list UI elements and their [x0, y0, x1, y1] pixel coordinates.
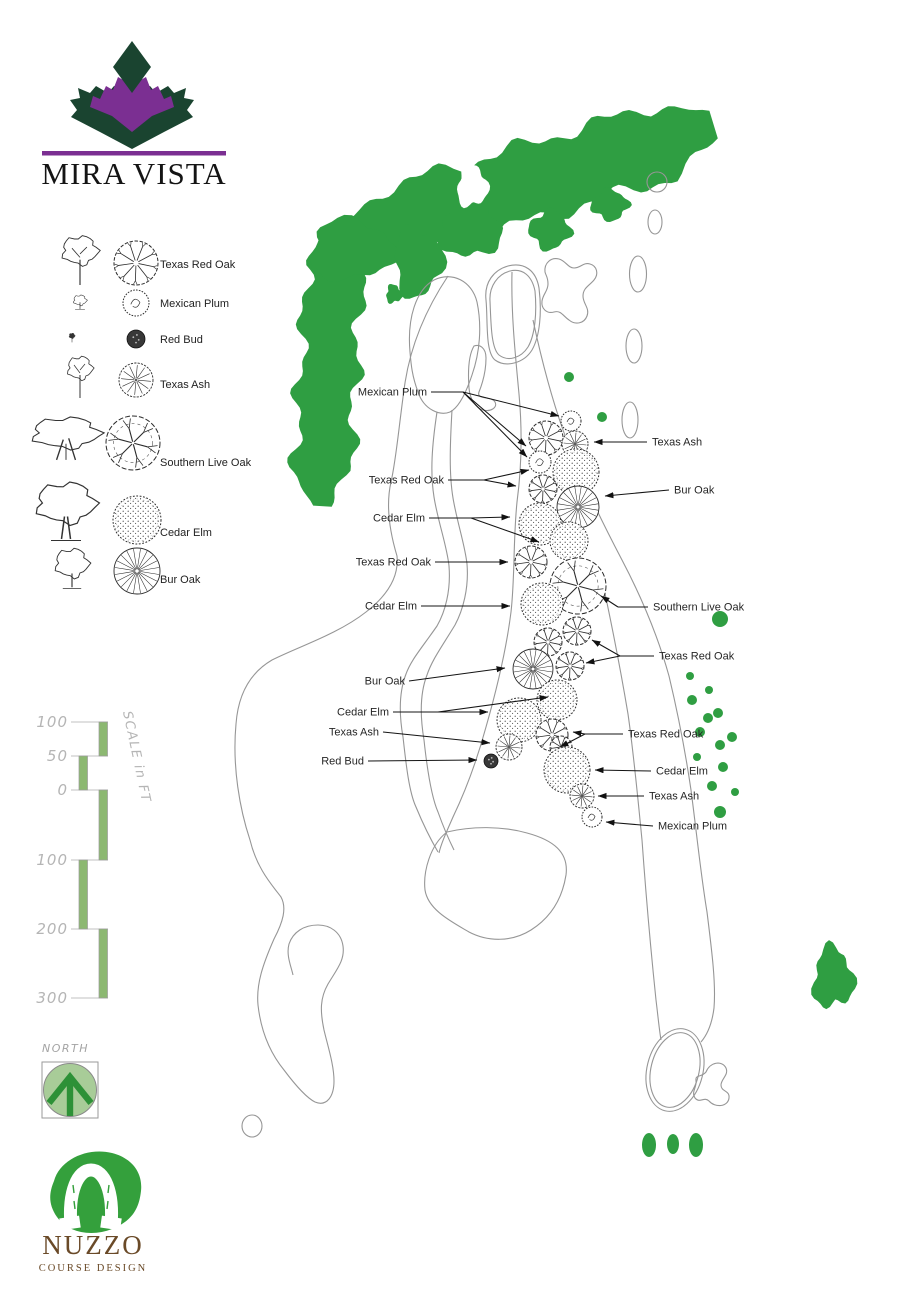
tree-symbol-bur-oak: [557, 486, 599, 528]
scale-segment: [99, 722, 108, 756]
legend-item-texas-ash: [68, 356, 211, 398]
tree-symbol-mexican-plum: [529, 451, 551, 473]
small-outline-bottom: [242, 1115, 262, 1137]
shrub-oval: [642, 1133, 656, 1157]
callout-label: Bur Oak: [674, 484, 715, 497]
scale-segment: [79, 860, 88, 929]
legend-label: Red Bud: [160, 334, 203, 346]
scale-segment: [99, 929, 108, 998]
mexican-plum-elevation-icon: [73, 295, 87, 309]
callout-label: Southern Live Oak: [653, 601, 745, 614]
bur-oak-elevation-icon: [55, 548, 91, 588]
emblem-rule: [42, 151, 226, 156]
scale-title: SCALE in FT: [119, 709, 154, 805]
tree-symbol-texas-red-oak: [515, 546, 547, 578]
nuzzo-logo: [50, 1151, 141, 1233]
tree-symbol-texas-ash: [570, 784, 594, 808]
legend-item-mexican-plum: [73, 290, 229, 316]
scale-value: 100: [36, 713, 68, 731]
shrub-dot: [564, 372, 574, 382]
southern-live-oak-elevation-icon: [32, 417, 104, 460]
scale-value: 300: [36, 989, 68, 1007]
callout-label: Cedar Elm: [365, 600, 417, 613]
mira-vista-emblem: [42, 41, 226, 156]
callout-label: Texas Ash: [649, 790, 700, 803]
shrub-dot: [727, 732, 737, 742]
texas-ash-elevation-icon: [68, 356, 95, 398]
legend-label: Bur Oak: [160, 574, 201, 586]
tree-symbol-texas-ash: [496, 734, 522, 760]
tree-legend: [32, 236, 251, 594]
tree-symbol-cedar-elm: [550, 522, 588, 560]
legend-label: Cedar Elm: [160, 527, 212, 539]
shrub-dot: [687, 695, 697, 705]
shrub-dot: [703, 713, 713, 723]
scale-segment: [79, 756, 88, 790]
designer-subtitle: COURSE DESIGN: [38, 1263, 148, 1274]
tree-symbol-texas-red-oak: [563, 617, 591, 645]
tree-symbol-cedar-elm: [521, 583, 563, 625]
legend-label: Texas Red Oak: [160, 259, 236, 271]
callout-label: Texas Red Oak: [659, 650, 735, 663]
tree-symbols: [484, 411, 606, 827]
tree-callout: [373, 513, 539, 543]
shrub-dot: [714, 806, 726, 818]
bottom-landing-outline: [425, 828, 567, 940]
small-outline-5: [622, 402, 638, 438]
scale-bar: [36, 710, 153, 1007]
shrub-dot: [686, 672, 694, 680]
cedar-elm-elevation-icon: [36, 482, 99, 541]
tree-symbol-mexican-plum: [561, 411, 581, 431]
tree-callout: [605, 485, 715, 497]
tree-symbol-cedar-elm: [113, 496, 161, 544]
callout-label: Texas Red Oak: [368, 474, 444, 487]
callout-label: Cedar Elm: [337, 706, 389, 719]
legend-item-red-bud: [69, 330, 203, 348]
callout-label: Cedar Elm: [373, 512, 425, 525]
tree-callout: [598, 791, 699, 803]
shrub-dot: [713, 708, 723, 718]
tree-symbol-bur-oak: [114, 548, 160, 594]
designer-name: NUZZO: [42, 1230, 144, 1260]
red-bud-elevation-icon: [69, 333, 76, 342]
small-outline-3: [630, 256, 647, 292]
north-arrow-stem: [67, 1076, 73, 1116]
callout-label: Mexican Plum: [357, 386, 427, 399]
tree-symbol-mexican-plum: [582, 807, 602, 827]
shrub-oval: [667, 1134, 679, 1154]
callout-label: Cedar Elm: [656, 765, 708, 778]
tree-callout: [594, 437, 702, 449]
scale-segment: [99, 790, 108, 860]
shrub-dot: [715, 740, 725, 750]
tree-symbol-texas-red-oak: [556, 652, 584, 680]
tree-symbol-southern-live-oak: [106, 416, 160, 470]
north-label: NORTH: [42, 1042, 90, 1055]
legend-item-southern-live-oak: [32, 416, 251, 470]
scale-value: 100: [36, 851, 68, 869]
tree-symbol-texas-ash: [119, 363, 153, 397]
tree-symbol-texas-red-oak: [529, 475, 557, 503]
tree-callout: [601, 596, 745, 614]
legend-item-bur-oak: [55, 548, 201, 594]
tree-symbol-red-bud: [484, 754, 498, 768]
small-outline-2: [648, 210, 662, 234]
scale-value: 50: [46, 747, 68, 765]
callout-label: Red Bud: [321, 755, 364, 768]
small-outline-4: [626, 329, 642, 363]
legend-label: Texas Ash: [160, 379, 211, 391]
shrub-dot: [705, 686, 713, 694]
tree-callout: [356, 557, 508, 569]
shrub-dot: [707, 781, 717, 791]
legend-item-texas-red-oak: [62, 236, 236, 285]
bunker-cluster-outline: [542, 259, 597, 323]
tree-symbol-cedar-elm: [537, 680, 577, 720]
tree-callout: [329, 727, 490, 744]
callout-label: Texas Ash: [328, 726, 379, 739]
callout-label: Texas Red Oak: [355, 556, 431, 569]
shrub-dot: [731, 788, 739, 796]
tree-symbol-texas-red-oak: [114, 241, 158, 285]
tee-outline-outer: [638, 1022, 713, 1117]
shrub-dot: [597, 412, 607, 422]
texas-red-oak-elevation-icon: [62, 236, 100, 285]
shrub-dot: [693, 753, 701, 761]
tree-callout: [358, 387, 559, 458]
callout-label: Bur Oak: [364, 675, 405, 688]
scale-value: 200: [36, 920, 68, 938]
tree-callout: [365, 601, 510, 613]
shrub-dot: [718, 762, 728, 772]
scale-value: 0: [57, 781, 68, 799]
legend-item-cedar-elm: [36, 482, 212, 544]
legend-label: Southern Live Oak: [160, 457, 252, 469]
tree-mass-shape: [811, 940, 857, 1009]
tree-callout: [606, 821, 727, 833]
tree-callout: [321, 756, 477, 768]
shrub-oval: [689, 1133, 703, 1157]
callout-label: Texas Red Oak: [628, 728, 704, 741]
club-name: MIRA VISTA: [41, 156, 227, 191]
north-indicator: [42, 1042, 98, 1118]
tree-callout: [365, 668, 505, 688]
tree-symbol-texas-red-oak: [529, 421, 563, 455]
callout-label: Mexican Plum: [658, 820, 728, 833]
tree-symbol-mexican-plum: [123, 290, 149, 316]
legend-label: Mexican Plum: [160, 298, 230, 310]
right-leg-outline: [600, 570, 661, 1040]
callout-label: Texas Ash: [652, 436, 703, 449]
tee-squiggle-outline: [694, 1063, 729, 1106]
tree-callout: [595, 766, 708, 778]
tree-symbol-red-bud: [127, 330, 145, 348]
tree-callout: [586, 640, 735, 663]
